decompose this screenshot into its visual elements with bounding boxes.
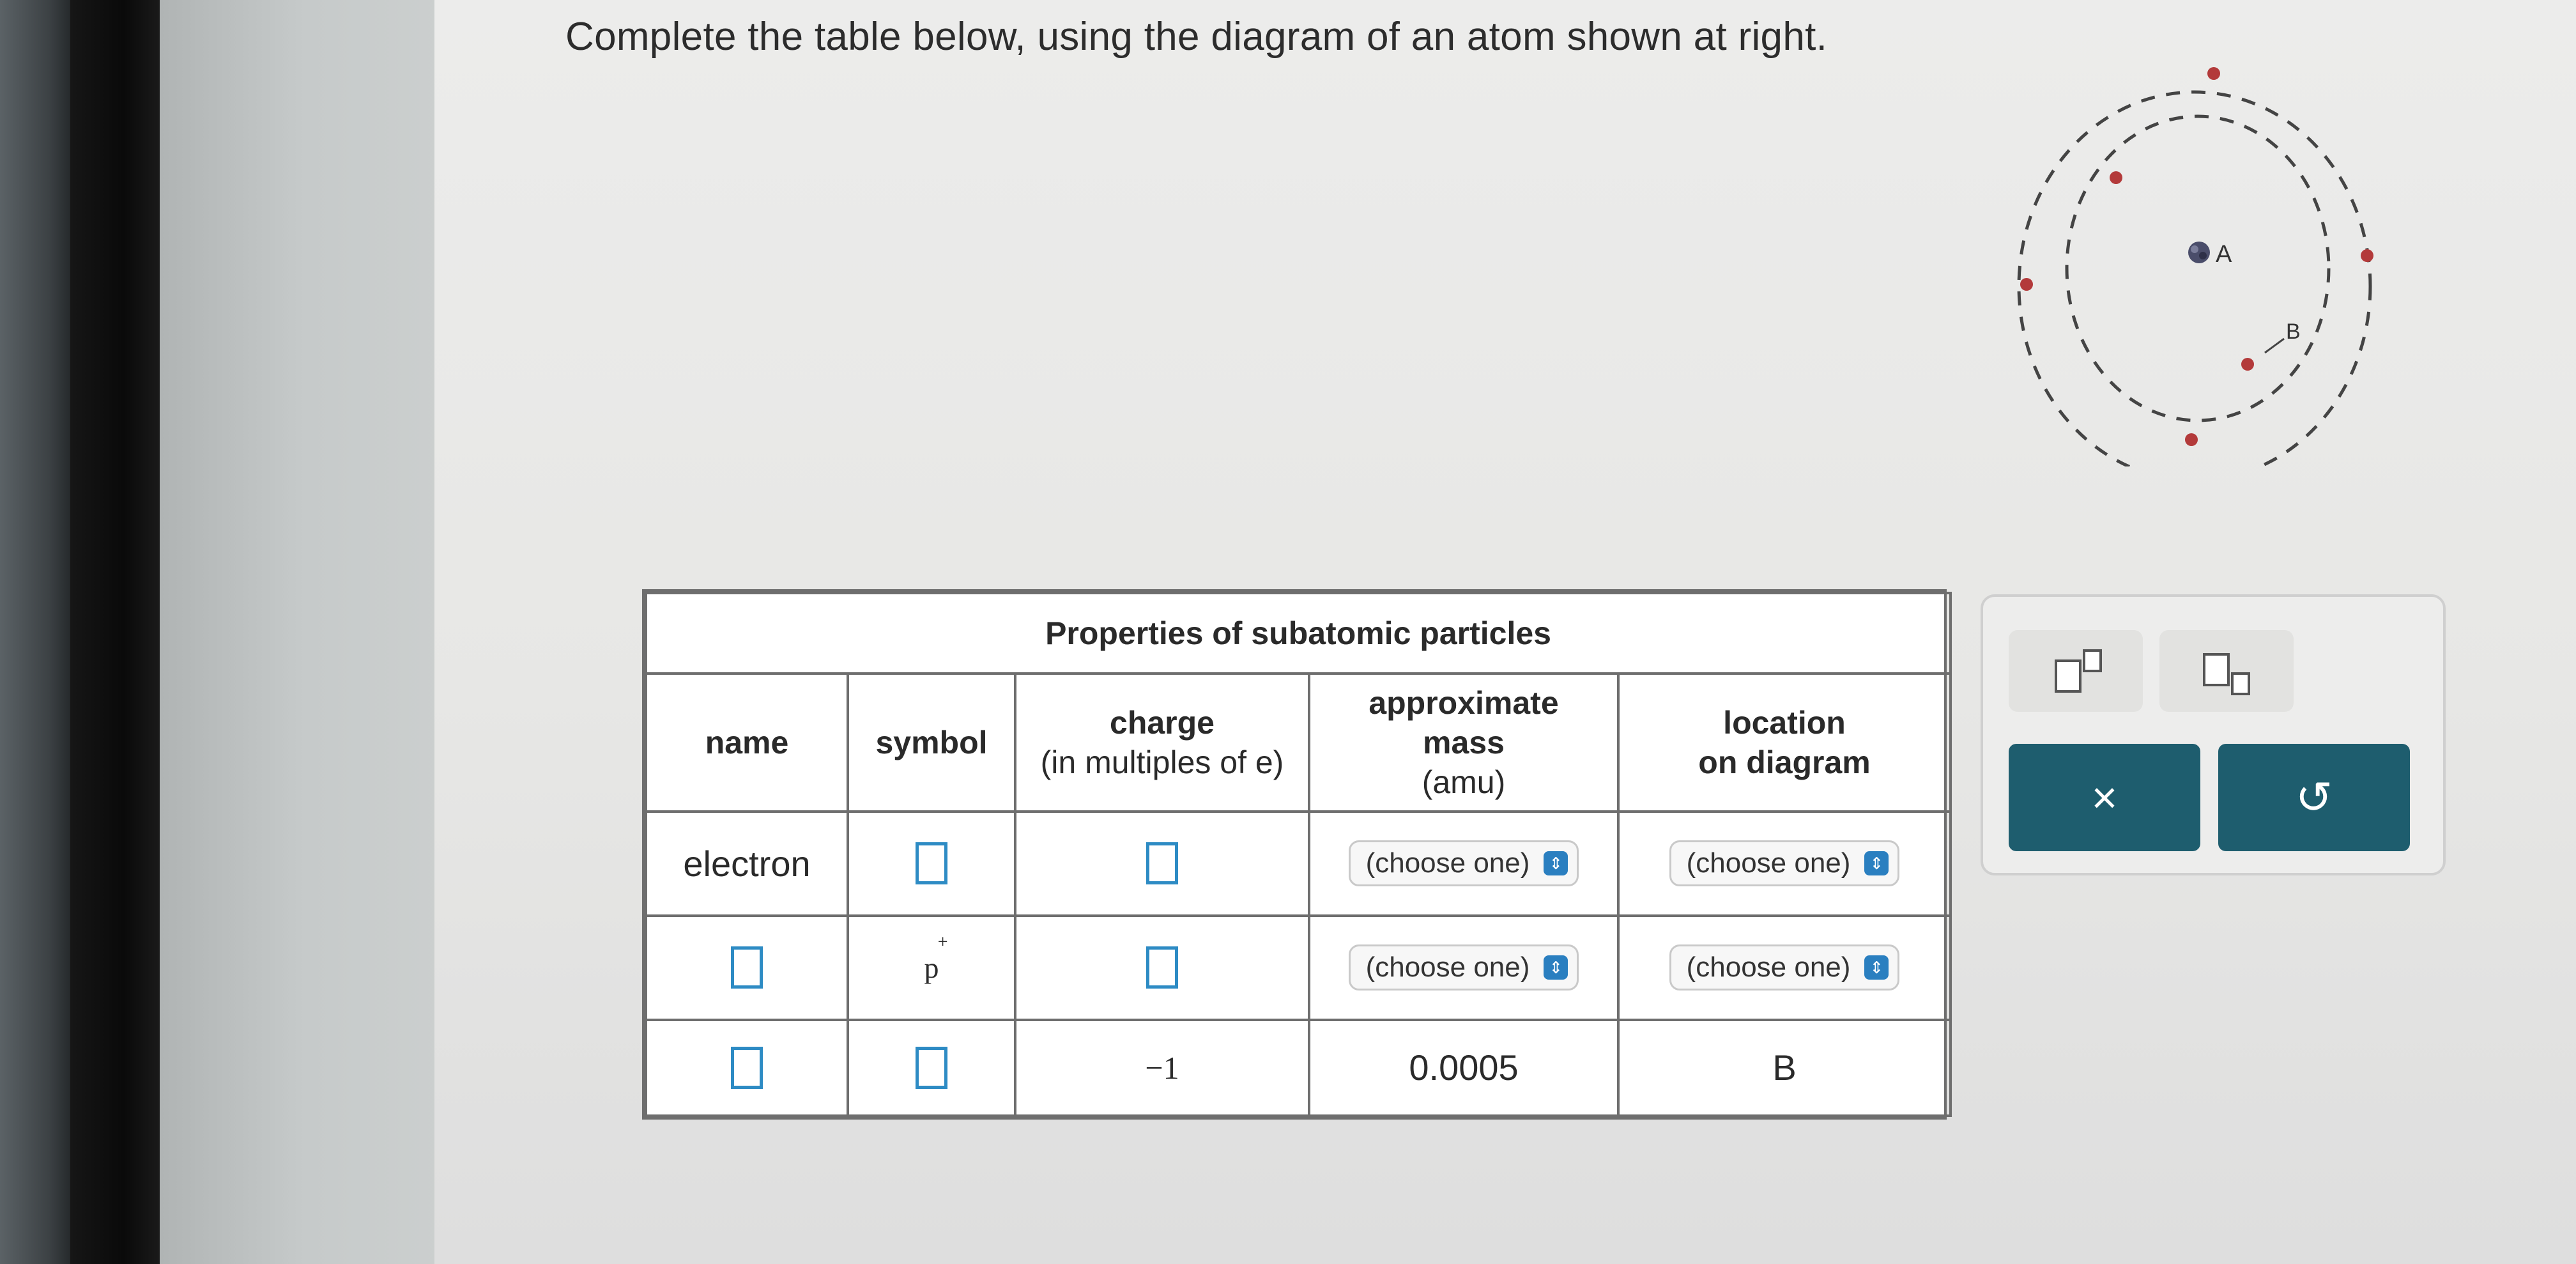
electron [2020,278,2033,291]
nucleus [2188,242,2210,263]
cell-charge-value: −1 [1015,1020,1309,1116]
electron [2110,171,2122,184]
answer-tools-panel [1981,594,2446,875]
chevron-updown-icon: ⇕ [1864,851,1889,875]
proton-symbol: p + [924,932,948,984]
outer-shell [2019,92,2370,466]
chevron-updown-icon: ⇕ [1544,851,1568,875]
electron [2361,249,2373,262]
header-mass-line2: mass [1423,725,1505,760]
cell-location-value: B [1618,1020,1951,1116]
charge-input[interactable] [1146,842,1178,884]
table-title: Properties of subatomic particles [646,593,1951,674]
symbol-input[interactable] [916,1047,947,1089]
header-mass [1309,674,1618,812]
chevron-updown-icon: ⇕ [1864,955,1889,980]
inner-shell [2067,116,2329,420]
cell-charge [1015,916,1309,1020]
header-mass-line1: approximate [1368,685,1559,721]
mass-select[interactable] [1349,944,1579,990]
chevron-updown-icon: ⇕ [1544,955,1568,980]
header-charge-sub: (in multiples of e) [1040,744,1284,780]
table-row [646,1020,1951,1116]
header-location-line2: on diagram [1698,744,1871,780]
cell-name [646,1020,848,1116]
location-select[interactable] [1669,944,1900,990]
reset-button[interactable] [2218,744,2410,851]
header-location-line1: location [1723,705,1846,741]
symbol-input[interactable] [916,842,947,884]
cell-mass [1309,916,1618,1020]
charge-input[interactable] [1146,946,1178,989]
subscript-icon [2203,653,2230,686]
question-prompt: Complete the table below, using the diagram of an atom shown at right. [565,15,1828,59]
cell-mass-value: 0.0005 [1309,1020,1618,1116]
superscript-icon [2055,659,2082,693]
location-select-value: (choose one) [1686,847,1851,879]
atom-diagram [2012,58,2383,466]
cell-mass [1309,812,1618,916]
cell-symbol [848,916,1015,1020]
location-select[interactable] [1669,840,1900,886]
electron [2207,67,2220,80]
mass-select-value: (choose one) [1365,847,1530,879]
electron [2185,433,2198,446]
cell-name [646,916,848,1020]
superscript-button[interactable] [2009,630,2143,712]
cell-symbol [848,812,1015,916]
table-row [646,916,1951,1020]
close-button[interactable] [2009,744,2200,851]
cell-charge [1015,812,1309,916]
location-select-value: (choose one) [1686,952,1851,983]
header-mass-line3: (amu) [1422,764,1506,800]
cell-location [1618,916,1951,1020]
label-b: B [2286,320,2301,344]
cell-location [1618,812,1951,916]
monitor-bezel [70,0,160,1264]
header-name: name [646,674,848,812]
header-location [1618,674,1951,812]
cell-symbol [848,1020,1015,1116]
subscript-button[interactable] [2159,630,2294,712]
header-charge [1015,674,1309,812]
label-a: A [2216,241,2232,268]
undo-icon: ↺ [2295,773,2333,822]
name-input[interactable] [731,1047,763,1089]
electron [2241,358,2254,371]
header-symbol: symbol [848,674,1015,812]
mass-select-value: (choose one) [1365,952,1530,983]
table-row [646,812,1951,916]
close-icon: × [2091,773,2118,822]
cell-name-electron: electron [646,812,848,916]
header-charge-label: charge [1110,705,1215,741]
mass-select[interactable] [1349,840,1579,886]
monitor-edge [0,0,70,1264]
name-input[interactable] [731,946,763,989]
properties-table [642,589,1947,1120]
